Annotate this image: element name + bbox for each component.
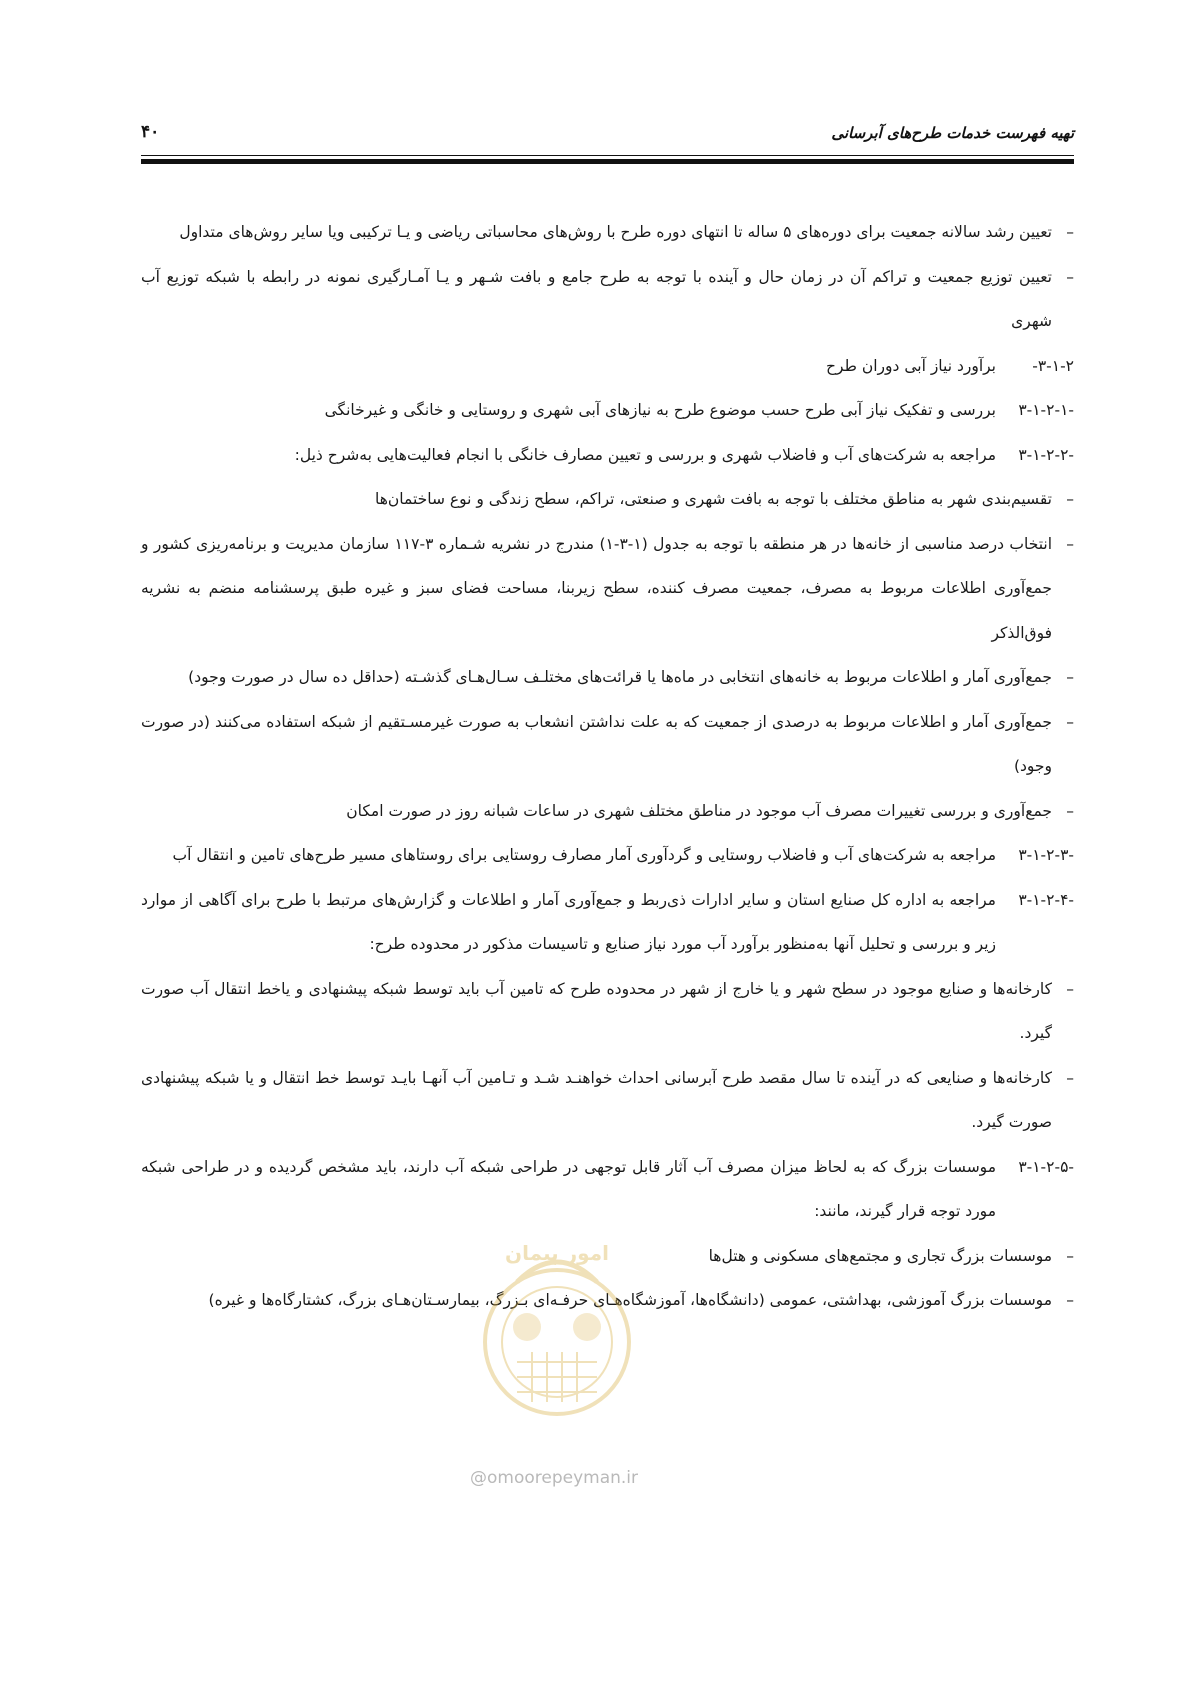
list-item-text: جمع‌آوری و بررسی تغییرات مصرف آب موجود در مناطق مختلف شهری در ساعات شبانه روز در صورت امکان bbox=[346, 801, 1052, 820]
dash-marker: – bbox=[1066, 490, 1074, 508]
list-item-text: جمع‌آوری آمار و اطلاعات مربوط به درصدی از جمعیت که به علت نداشتن انشعاب به صورت غیرمسـتقیم از شبکه استفاده می‌کنند (در صورت وجود) bbox=[141, 712, 1052, 775]
subsection bbox=[141, 433, 1074, 478]
section-title: برآورد نیاز آبی دوران طرح bbox=[826, 356, 996, 375]
subsection bbox=[141, 388, 1074, 433]
body-content bbox=[141, 210, 1074, 1323]
list-item bbox=[141, 789, 1074, 834]
dash-marker: – bbox=[1066, 1291, 1074, 1309]
list-item bbox=[141, 477, 1074, 522]
list-item bbox=[141, 700, 1074, 789]
list-item bbox=[141, 210, 1074, 255]
subsection-number: ۳-۱-۲-۳- bbox=[1018, 846, 1074, 864]
dash-marker: – bbox=[1066, 712, 1074, 731]
list-item bbox=[141, 522, 1074, 656]
subsection bbox=[141, 1145, 1074, 1234]
subsection bbox=[141, 833, 1074, 878]
section-number: ۳-۱-۲- bbox=[1032, 356, 1074, 375]
subsection-text: بررسی و تفکیک نیاز آبی طرح حسب موضوع طرح به نیازهای آبی شهری و روستایی و خانگی و غیرخانگی bbox=[324, 401, 996, 419]
list-item-text: کارخانه‌ها و صنایع موجود در سطح شهر و یا خارج از شهر در محدوده طرح که تامین آب باید توسط شبکه پیشنهادی و یاخط انتقال آب صورت گیرد. bbox=[141, 979, 1052, 1042]
list-item bbox=[141, 1056, 1074, 1145]
watermark-logo-text: امور پیمان bbox=[505, 1241, 609, 1265]
subsection-number: ۳-۱-۲-۲- bbox=[1018, 445, 1074, 464]
list-item-text: موسسات بزرگ تجاری و مجتمع‌های مسکونی و هتل‌ها bbox=[708, 1246, 1052, 1265]
list-item-text: جمع‌آوری آمار و اطلاعات مربوط به خانه‌های انتخابی در ماه‌ها یا قرائت‌های مختلـف سـال‌هـای گذشـته (حداقل ده سال در صورت وجود) bbox=[188, 668, 1052, 686]
list-item-text: کارخانه‌ها و صنایعی که در آینده تا سال مقصد طرح آبرسانی احداث خواهنـد شـد و تـامین آب آنهـا بایـد توسط خط انتقال و یا شبکه پیشنهادی صورت گیرد. bbox=[141, 1068, 1052, 1131]
page-header bbox=[141, 118, 1074, 158]
dash-marker: – bbox=[1066, 534, 1074, 553]
dash-marker: – bbox=[1066, 1246, 1074, 1265]
dash-marker: – bbox=[1066, 668, 1074, 686]
subsection bbox=[141, 878, 1074, 967]
subsection-number: ۳-۱-۲-۱- bbox=[1018, 401, 1074, 419]
subsection-text: مراجعه به شرکت‌های آب و فاضلاب روستایی و گردآوری آمار مصارف روستایی برای روستاهای مسیر طرح‌های تامین و انتقال آب bbox=[172, 846, 996, 864]
list-item-text: تعیین رشد سالانه جمعیت برای دوره‌های ۵ ساله تا انتهای دوره طرح با روش‌های محاسباتی ریاضی و یـا ترکیبی ویا سایر روش‌های متداول bbox=[179, 223, 1052, 241]
dash-marker: – bbox=[1066, 1068, 1074, 1087]
subsection-number: ۳-۱-۲-۴- bbox=[1018, 890, 1074, 909]
subsection-text: مراجعه به اداره کل صنایع استان و سایر ادارات ذی‌ربط و جمع‌آوری آمار و اطلاعات و گزارش‌های مرتبط با طرح برای آگاهی از موارد زیر و بررسی و تحلیل آنها به‌منظور برآورد آب مورد نیاز صنایع و تاسیسات مذکور در محدوده طرح: bbox=[141, 890, 996, 953]
section-heading bbox=[141, 344, 1074, 389]
dash-marker: – bbox=[1066, 979, 1074, 998]
list-item bbox=[141, 1234, 1074, 1279]
subsection-text: موسسات بزرگ که به لحاظ میزان مصرف آب آثار قابل توجهی در طراحی شبکه آب دارند، باید مشخص گردیده و در طراحی شبکه مورد توجه قرار گیرند، مانند: bbox=[141, 1157, 996, 1220]
list-item bbox=[141, 1278, 1074, 1323]
subsection-text: مراجعه به شرکت‌های آب و فاضلاب شهری و بررسی و تعیین مصارف خانگی با انجام فعالیت‌هایی به‌شرح ذیل: bbox=[294, 445, 996, 464]
list-item bbox=[141, 255, 1074, 344]
dash-marker: – bbox=[1066, 267, 1074, 286]
list-item-text: تعیین توزیع جمعیت و تراکم آن در زمان حال و آینده با توجه به طرح جامع و بافت شـهر و یـا آمـارگیری نمونه در رابطه با شبکه توزیع آب شهری bbox=[141, 267, 1052, 330]
list-item bbox=[141, 967, 1074, 1056]
header-title: تهیه فهرست خدمات طرح‌های آبرسانی bbox=[831, 124, 1074, 142]
header-rule-thin bbox=[141, 155, 1074, 156]
dash-marker: – bbox=[1066, 223, 1074, 241]
subsection-number: ۳-۱-۲-۵- bbox=[1018, 1157, 1074, 1176]
watermark-url: @omoorepeyman.ir bbox=[470, 1468, 639, 1488]
list-item-text: انتخاب درصد مناسبی از خانه‌ها در هر منطقه با توجه به جدول (۱-۳-۱) مندرج در نشریه شـماره ۳-۱۱۷ سازمان مدیریت و برنامه‌ریزی کشور و جمع‌آوری اطلاعات مربوط به مصرف، جمعیت مصرف کننده، سطح زیربنا، مساحت فضای سبز و غیره طبق پرسشنامه منضم به نشریه فوق‌الذکر bbox=[141, 534, 1052, 642]
header-rule-thick bbox=[141, 159, 1074, 164]
list-item-text: تقسیم‌بندی شهر به مناطق مختلف با توجه به بافت شهری و صنعتی، تراکم، سطح زندگی و نوع ساختمان‌ها bbox=[375, 490, 1052, 508]
list-item bbox=[141, 655, 1074, 700]
list-item-text: موسسات بزرگ آموزشی، بهداشتی، عمومی (دانشگاه‌ها، آموزشگاه‌هـای حرفـه‌ای بـزرگ، بیمارسـتان‌هـای بزرگ، کشتارگاه‌ها و غیره) bbox=[208, 1291, 1052, 1309]
dash-marker: – bbox=[1066, 801, 1074, 820]
page-number: ۴۰ bbox=[141, 122, 160, 142]
